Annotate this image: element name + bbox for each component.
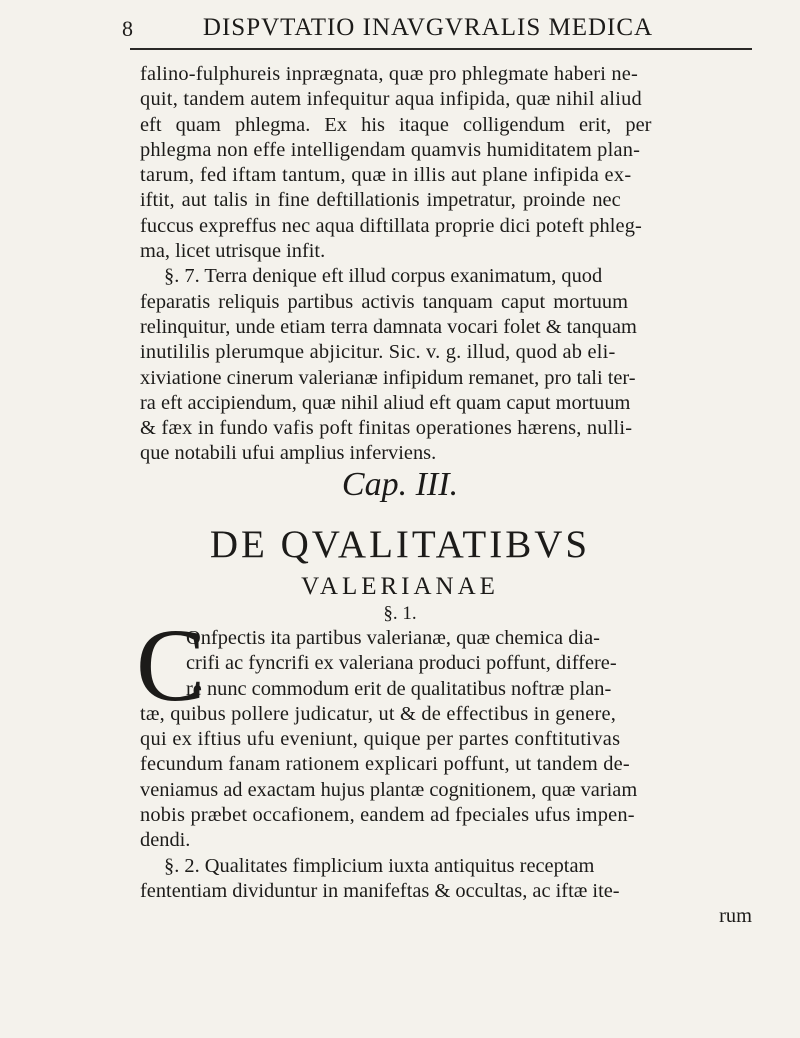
text-line: feparatis reliquis partibus activis tanquam caput mortuum xyxy=(140,290,628,313)
text-line: inutililis plerumque abjicitur. Sic. v. g. illud, quod ab eli- xyxy=(140,341,616,364)
text-line: dendi. xyxy=(140,829,191,852)
chapter-subtitle: VALERIANAE xyxy=(301,573,499,600)
text-line: Onfpectis ita partibus valerianæ, quæ chemica dia- xyxy=(186,627,600,649)
text-line: phlegma non effe intelligendam quamvis humiditatem plan- xyxy=(140,138,641,161)
text-line: fuccus expreffus nec aqua diftillata proprie dici poteft phleg- xyxy=(140,214,642,237)
text-line: ra eft accipiendum, quæ nihil aliud eft quam caput mortuum xyxy=(140,391,631,414)
section-mark: §. 1. xyxy=(383,603,417,624)
paragraph-2 xyxy=(140,626,752,930)
chapter-title: DE QVALITATIBVS xyxy=(209,523,591,566)
chapter-label: Cap. III. xyxy=(341,466,459,503)
text-line: §. 2. Qualitates fimplicium iuxta antiquitus receptam xyxy=(164,854,595,877)
text-line: fententiam dividuntur in manifeftas & occultas, ac iftæ ite- xyxy=(140,879,620,902)
catchword: rum xyxy=(719,905,752,928)
text-line: crifi ac fyncrifi ex valeriana produci poffunt, differe- xyxy=(186,652,617,675)
text-line: fecundum fanam rationem explicari poffunt, ut tandem de- xyxy=(140,753,630,776)
text-line: iftit, aut talis in fine deftillationis impetratur, proinde nec xyxy=(140,189,621,212)
paragraph-1 xyxy=(140,62,752,467)
running-head: DISPVTATIO INAVGVRALIS MEDICA xyxy=(202,14,654,41)
text-line: eft quam phlegma. Ex his itaque colligendum erit, per xyxy=(140,113,652,136)
drop-cap: C xyxy=(136,608,206,723)
text-line: tarum, fed iftam tantum, quæ in illis aut plane infipida ex- xyxy=(140,164,632,187)
text-line: tæ, quibus pollere judicatur, ut & de effectibus in genere, xyxy=(140,702,617,725)
text-line: re nunc commodum erit de qualitatibus noftræ plan- xyxy=(186,677,612,700)
page-number: 8 xyxy=(122,16,133,41)
text-line: relinquitur, unde etiam terra damnata vocari folet & tanquam xyxy=(140,315,637,338)
text-line: falino-fulphureis inprægnata, quæ pro phlegmate haberi ne- xyxy=(140,63,638,85)
text-line: ma, licet utrisque infit. xyxy=(140,240,326,263)
text-line: quit, tandem autem infequitur aqua infipida, quæ nihil aliud xyxy=(140,88,643,111)
text-line: que notabili ufui amplius inferviens. xyxy=(140,442,437,465)
text-line: §. 7. Terra denique eft illud corpus exanimatum, quod xyxy=(164,265,603,288)
text-line: veniamus ad exactam hujus plantæ cognitionem, quæ variam xyxy=(140,778,638,801)
page-header xyxy=(0,14,800,46)
text-line: nobis præbet occafionem, eandem ad fpeciales ufus impen- xyxy=(140,804,635,827)
text-line: xiviatione cinerum valerianæ infipidum remanet, pro tali ter- xyxy=(140,366,636,389)
text-line: & fæx in fundo vafis poft finitas operationes hærens, nulli- xyxy=(140,417,633,440)
text-line: qui ex iftius ufu eveniunt, quique per partes conftitutivas xyxy=(140,728,621,751)
header-rule xyxy=(130,48,752,50)
